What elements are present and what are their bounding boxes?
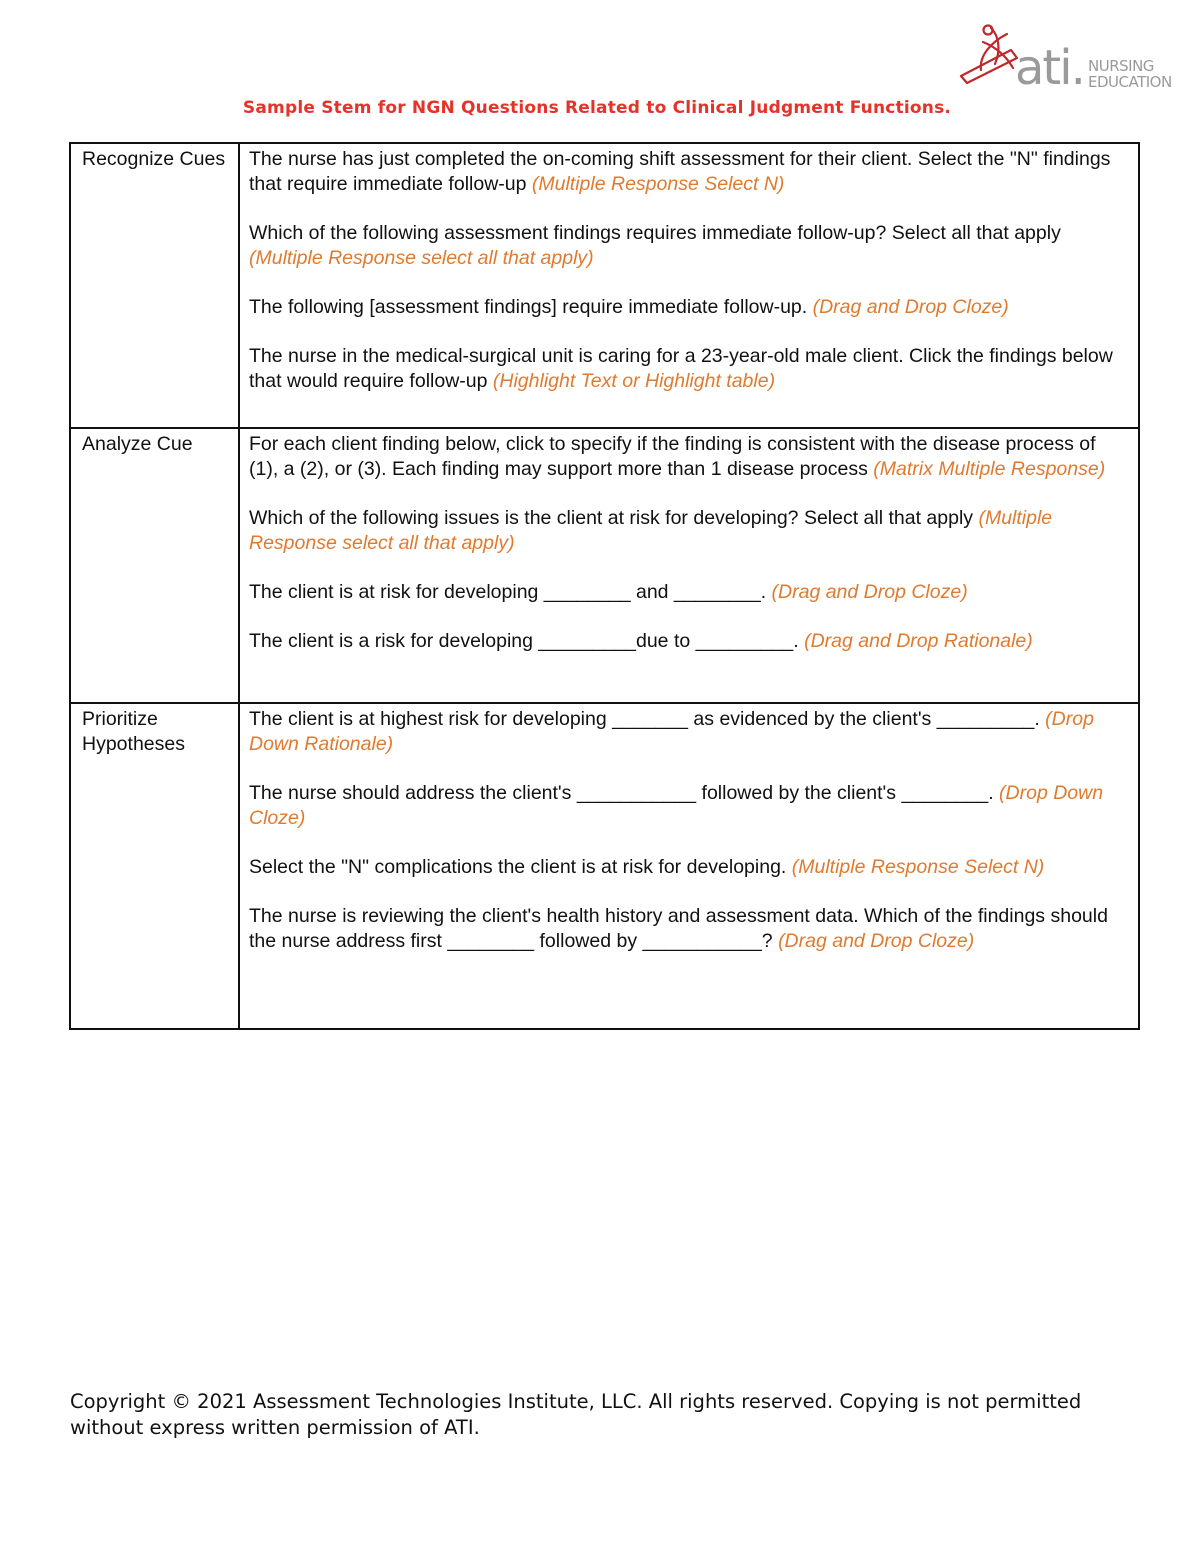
table-row (70, 143, 1139, 428)
stem-text: Which of the following issues is the client at risk for developing? Select all that apply (249, 507, 979, 529)
stem-text: Select the "N" complications the client is at risk for developing. (249, 856, 792, 878)
stem-item (249, 295, 1128, 320)
question-type: (Drop Down Cloze) (249, 782, 1104, 829)
stem-item (249, 432, 1128, 482)
category-cell: Prioritize Hypotheses (70, 703, 239, 1029)
stem-text: The nurse has just completed the on-coming shift assessment for their client. Select the "N" findings that require immediate follow-up (249, 148, 1111, 195)
stem-text: The nurse in the medical-surgical unit is caring for a 23-year-old male client. Click the findings below that would require follow-up (249, 345, 1113, 392)
table-row (70, 703, 1139, 1029)
logo-line2: EDUCATION (1088, 73, 1172, 91)
question-type: (Drag and Drop Cloze) (771, 581, 968, 603)
stem-text: The client is at risk for developing ________ and ________. (249, 581, 772, 603)
question-type: (Multiple Response Select N) (531, 173, 785, 195)
question-type: (Multiple Response select all that apply) (249, 247, 594, 269)
question-type: (Drag and Drop Cloze) (812, 296, 1009, 318)
stem-text: The nurse is reviewing the client's health history and assessment data. Which of the findings should the nurse address first ________ followed by ___________? (249, 905, 1108, 952)
stem-item (249, 344, 1128, 394)
stem-text: The client is a risk for developing _________due to _________. (249, 630, 805, 652)
clinical-judgment-table (69, 142, 1140, 1030)
stems-cell (239, 428, 1139, 703)
question-type: (Drag and Drop Cloze) (778, 930, 975, 952)
question-type: (Multiple Response Select N) (791, 856, 1045, 878)
stems-cell (239, 703, 1139, 1029)
copyright-footer: Copyright © 2021 Assessment Technologies Institute, LLC. All rights reserved. Copying is not permitted without express written permission of ATI. (70, 1390, 1082, 1439)
stem-item (249, 781, 1128, 831)
stem-item (249, 221, 1128, 271)
question-type: (Matrix Multiple Response) (873, 458, 1106, 480)
stems-cell (239, 143, 1139, 428)
stem-text: Which of the following assessment findings requires immediate follow-up? Select all that apply (249, 222, 1061, 244)
stem-item (249, 506, 1128, 556)
question-type: (Highlight Text or Highlight table) (492, 370, 776, 392)
document-title: Sample Stem for NGN Questions Related to Clinical Judgment Functions. (242, 98, 952, 118)
stem-item (249, 147, 1128, 197)
table-row (70, 428, 1139, 703)
category-cell: Analyze Cue (70, 428, 239, 703)
stem-item (249, 855, 1128, 880)
question-type: (Multiple Response select all that apply) (249, 507, 1053, 554)
stem-text: The following [assessment findings] require immediate follow-up. (249, 296, 813, 318)
stem-text: The client is at highest risk for developing _______ as evidenced by the client's _________. (249, 708, 1046, 730)
logo-brand: ati. (1015, 40, 1084, 92)
logo-line1: NURSING (1088, 57, 1154, 75)
ati-logo (955, 20, 1180, 92)
stem-item (249, 580, 1128, 605)
stem-text: For each client finding below, click to specify if the finding is consistent with the disease process of (1), a (2), or (3). Each finding may support more than 1 disease process (249, 433, 1096, 480)
stem-text: The nurse should address the client's ___________ followed by the client's ________. (249, 782, 1000, 804)
category-cell: Recognize Cues (70, 143, 239, 428)
stem-item (249, 629, 1128, 654)
stem-item (249, 707, 1128, 757)
question-type: (Drop Down Rationale) (249, 708, 1094, 755)
stem-item (249, 904, 1128, 954)
question-type: (Drag and Drop Rationale) (804, 630, 1033, 652)
ati-logo-mark-icon (955, 20, 1180, 92)
